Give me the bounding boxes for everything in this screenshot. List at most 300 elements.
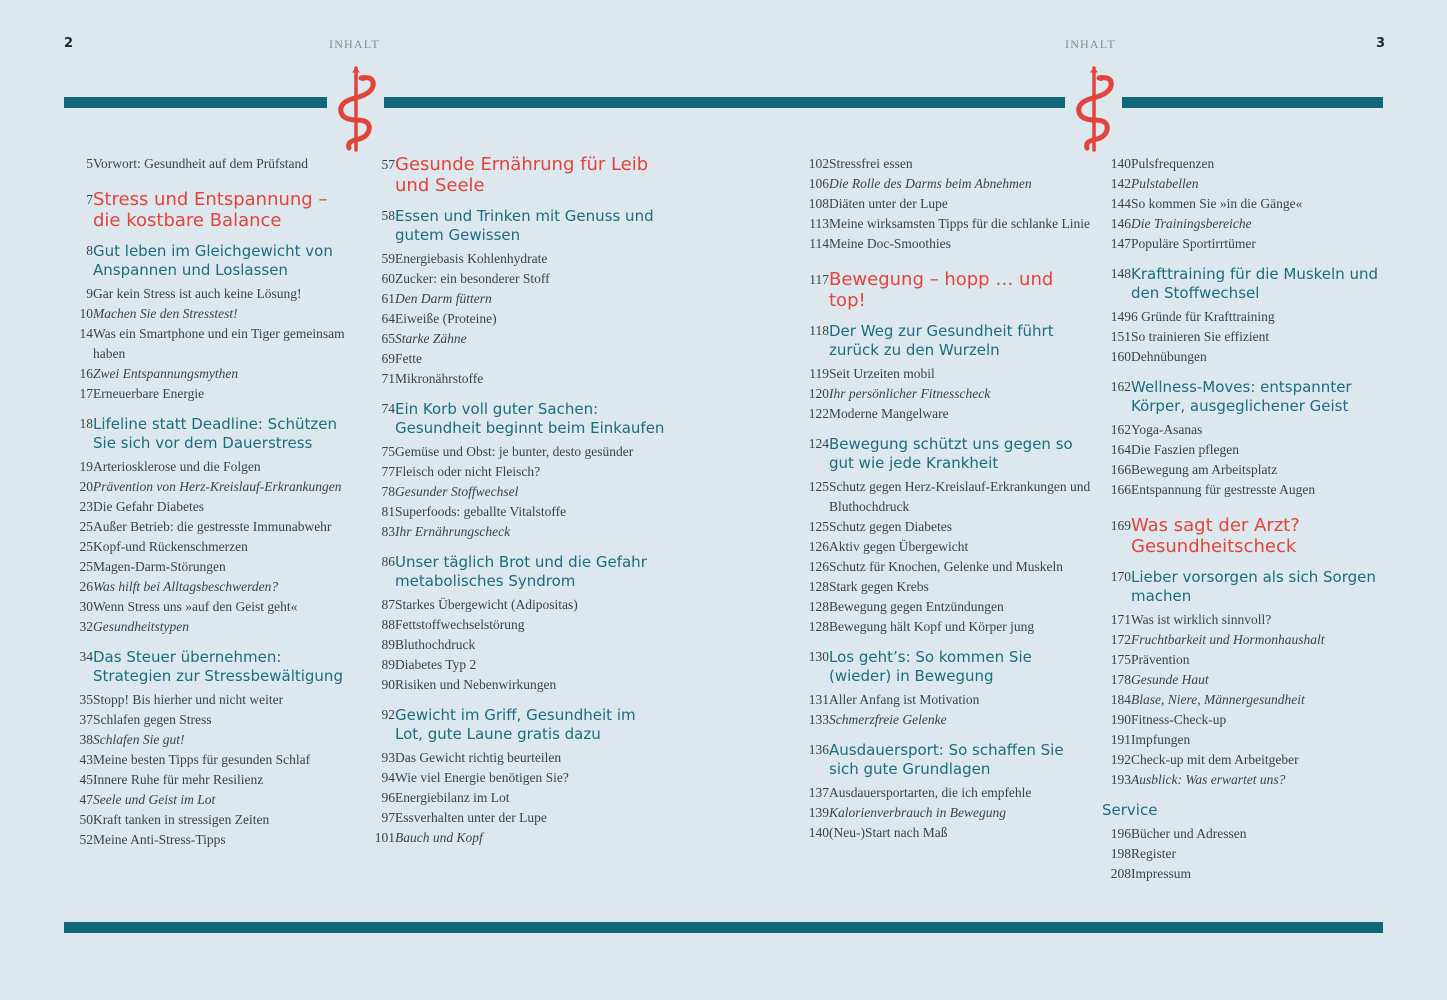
toc-title: Schmerzfreie Gelenke	[829, 712, 947, 727]
toc-page-number: 57	[381, 157, 395, 172]
toc-entry	[1102, 864, 1392, 884]
toc-page-number: 45	[79, 772, 93, 787]
toc-entry	[366, 482, 666, 502]
toc-page-number: 61	[381, 291, 395, 306]
toc-entry	[1102, 710, 1392, 730]
toc-page-number: 8	[86, 243, 93, 258]
toc-title: Zucker: ein besonderer Stoff	[395, 271, 550, 286]
toc-page-number: 60	[381, 271, 395, 286]
toc-entry	[800, 710, 1092, 730]
toc-section	[366, 207, 666, 245]
toc-page-number: 71	[381, 371, 395, 386]
toc-page-number: 170	[1110, 569, 1131, 584]
toc-entry	[1102, 844, 1392, 864]
toc-page-number: 65	[381, 331, 395, 346]
toc-title: Wie viel Energie benötigen Sie?	[395, 770, 569, 785]
toc-title: Prävention	[1131, 652, 1190, 667]
toc-entry	[366, 635, 666, 655]
toc-page-number: 35	[79, 692, 93, 707]
toc-entry	[366, 655, 666, 675]
toc-entry	[64, 597, 360, 617]
toc-page-number: 172	[1110, 632, 1131, 647]
toc-title: Ihr Ernährungscheck	[395, 524, 511, 539]
toc-page-number: 93	[381, 750, 395, 765]
toc-title: Impressum	[1131, 866, 1191, 881]
toc-title: Die Gefahr Diabetes	[93, 499, 204, 514]
toc-chapter	[800, 269, 1092, 311]
toc-page-number: 184	[1110, 692, 1131, 707]
toc-entry	[64, 617, 360, 637]
toc-page-number: 25	[79, 519, 93, 534]
toc-page-number: 166	[1110, 482, 1131, 497]
toc-entry	[64, 497, 360, 517]
top-bar-right	[1122, 97, 1383, 108]
toc-chapter	[366, 154, 666, 196]
toc-entry	[64, 517, 360, 537]
toc-title: Schutz für Knochen, Gelenke und Muskeln	[829, 559, 1063, 574]
toc-entry	[1102, 214, 1392, 234]
toc-entry	[366, 768, 666, 788]
toc-entry	[1102, 194, 1392, 214]
toc-page-number: 74	[381, 401, 395, 416]
toc-title: Gar kein Stress ist auch keine Lösung!	[93, 286, 302, 301]
toc-page-number: 191	[1110, 732, 1131, 747]
toc-title: Erneuerbare Energie	[93, 386, 205, 401]
toc-title: Gesundheitstypen	[93, 619, 189, 634]
toc-page-number: 30	[79, 599, 93, 614]
toc-entry	[800, 617, 1092, 637]
toc-page-number: 190	[1110, 712, 1131, 727]
toc-entry	[1102, 670, 1392, 690]
toc-entry	[800, 783, 1092, 803]
toc-page-number: 25	[79, 559, 93, 574]
toc-title: Gesunde Ernährung für Leib und Seele	[395, 154, 649, 196]
toc-title: Fitness-Check-up	[1131, 712, 1227, 727]
toc-page-number: 164	[1110, 442, 1131, 457]
toc-title: Ausdauersport: So schaffen Sie sich gute Grundlagen	[829, 741, 1064, 778]
toc-page-number: 166	[1110, 462, 1131, 477]
toc-title: Außer Betrieb: die gestresste Immunabwehr	[93, 519, 332, 534]
toc-page-number: 169	[1110, 518, 1131, 533]
toc-page-number: 162	[1110, 379, 1131, 394]
toc-page-number: 81	[381, 504, 395, 519]
toc-section	[800, 322, 1092, 360]
toc-section	[64, 242, 360, 280]
toc-title: Bluthochdruck	[395, 637, 476, 652]
toc-entry	[366, 502, 666, 522]
toc-page-number: 7	[86, 192, 93, 207]
toc-title: Service	[1102, 801, 1158, 819]
toc-entry	[1102, 440, 1392, 460]
toc-entry	[800, 214, 1092, 234]
toc-page-number: 34	[79, 649, 93, 664]
toc-page-number: 192	[1110, 752, 1131, 767]
toc-title: Populäre Sportirrtümer	[1131, 236, 1256, 251]
toc-service-heading	[1102, 801, 1392, 820]
toc-entry	[64, 284, 360, 304]
toc-page-number: 75	[381, 444, 395, 459]
toc-page-number: 119	[809, 366, 829, 381]
toc-page-number: 149	[1110, 309, 1131, 324]
toc-entry	[366, 462, 666, 482]
toc-page-number: 139	[808, 805, 829, 820]
toc-page-number: 117	[809, 272, 829, 287]
toc-page-number: 133	[808, 712, 829, 727]
toc-page-number: 58	[381, 208, 395, 223]
toc-title: Essen und Trinken mit Genuss und gutem Gewissen	[395, 207, 654, 244]
toc-page-number: 137	[808, 785, 829, 800]
toc-section	[1102, 378, 1392, 416]
toc-page-number: 113	[809, 216, 829, 231]
toc-title: Stressfrei essen	[829, 156, 913, 171]
toc-entry	[64, 477, 360, 497]
toc-page-number: 193	[1110, 772, 1131, 787]
toc-page-number: 151	[1110, 329, 1131, 344]
toc-title: Fettstoffwechselstörung	[395, 617, 525, 632]
toc-title: Meine Doc-Smoothies	[829, 236, 951, 251]
toc-title: Check-up mit dem Arbeitgeber	[1131, 752, 1299, 767]
toc-title: Stopp! Bis hierher und nicht weiter	[93, 692, 284, 707]
toc-entry	[366, 748, 666, 768]
toc-entry	[64, 750, 360, 770]
toc-title: Aller Anfang ist Motivation	[829, 692, 980, 707]
toc-page-number: 106	[808, 176, 829, 191]
toc-entry	[800, 823, 1092, 843]
toc-title: Meine wirksamsten Tipps für die schlanke Linie	[829, 216, 1090, 231]
toc-entry	[366, 615, 666, 635]
toc-title: Was sagt der Arzt? Gesundheitscheck	[1131, 515, 1300, 557]
toc-page-number: 37	[79, 712, 93, 727]
toc-entry	[1102, 690, 1392, 710]
toc-page-number: 17	[79, 386, 93, 401]
toc-title: Den Darm füttern	[395, 291, 492, 306]
toc-title: Los geht’s: So kommen Sie (wieder) in Bewegung	[829, 648, 1032, 685]
toc-column-2	[366, 154, 666, 848]
toc-section	[800, 648, 1092, 686]
toc-title: Das Steuer übernehmen: Strategien zur Stressbewältigung	[93, 648, 343, 685]
toc-page-number: 69	[381, 351, 395, 366]
toc-page-number: 43	[79, 752, 93, 767]
toc-entry	[1102, 730, 1392, 750]
toc-entry	[64, 730, 360, 750]
bottom-bar	[64, 922, 1383, 933]
toc-page-number: 89	[381, 637, 395, 652]
toc-title: Die Trainingsbereiche	[1131, 216, 1252, 231]
toc-title: Was hilft bei Alltagsbeschwerden?	[93, 579, 279, 594]
toc-page-number: 128	[808, 619, 829, 634]
toc-entry	[800, 194, 1092, 214]
toc-page-number: 144	[1110, 196, 1131, 211]
toc-page-number: 148	[1110, 266, 1131, 281]
toc-page-number: 120	[808, 386, 829, 401]
toc-title: Superfoods: geballte Vitalstoffe	[395, 504, 567, 519]
toc-title: Das Gewicht richtig beurteilen	[395, 750, 562, 765]
toc-title: Bücher und Adressen	[1131, 826, 1247, 841]
toc-title: Magen-Darm-Störungen	[93, 559, 226, 574]
toc-title: Ihr persönlicher Fitnesscheck	[829, 386, 991, 401]
toc-entry	[64, 790, 360, 810]
toc-title: Gut leben im Gleichgewicht von Anspannen und Loslassen	[93, 242, 333, 279]
toc-page-number: 59	[381, 251, 395, 266]
toc-title: Schutz gegen Diabetes	[829, 519, 952, 534]
toc-title: Eiweiße (Proteine)	[395, 311, 497, 326]
toc-entry	[64, 324, 360, 364]
toc-entry	[64, 364, 360, 384]
toc-page-number: 126	[808, 539, 829, 554]
toc-entry	[64, 384, 360, 404]
toc-title: Fette	[395, 351, 422, 366]
toc-entry	[64, 710, 360, 730]
toc-entry	[64, 770, 360, 790]
toc-title: Impfungen	[1131, 732, 1191, 747]
toc-entry	[800, 690, 1092, 710]
toc-title: Meine Anti-Stress-Tipps	[93, 832, 226, 847]
toc-entry	[1102, 460, 1392, 480]
toc-entry	[366, 369, 666, 389]
toc-title: Bewegung gegen Entzündungen	[829, 599, 1004, 614]
toc-title: Lifeline statt Deadline: Schützen Sie sich vor dem Dauerstress	[93, 415, 337, 452]
toc-entry	[1102, 347, 1392, 367]
toc-page-number: 171	[1110, 612, 1131, 627]
toc-title: Risiken und Nebenwirkungen	[395, 677, 557, 692]
toc-section	[64, 415, 360, 453]
toc-title: Was ist wirklich sinnvoll?	[1131, 612, 1272, 627]
toc-title: Pulstabellen	[1131, 176, 1199, 191]
toc-page-number: 89	[381, 657, 395, 672]
toc-entry	[800, 803, 1092, 823]
toc-title: Starke Zähne	[395, 331, 467, 346]
toc-page-number: 9	[86, 286, 93, 301]
toc-title: Arteriosklerose und die Folgen	[93, 459, 261, 474]
toc-column-1	[64, 154, 360, 850]
toc-page-number: 78	[381, 484, 395, 499]
toc-title: Gesunde Haut	[1131, 672, 1209, 687]
toc-page-number: 146	[1110, 216, 1131, 231]
toc-page-number: 16	[79, 366, 93, 381]
toc-entry	[64, 154, 360, 174]
toc-title: Register	[1131, 846, 1176, 861]
toc-entry	[800, 364, 1092, 384]
toc-title: Energiebilanz im Lot	[395, 790, 510, 805]
toc-page-number: 86	[381, 554, 395, 569]
toc-entry	[366, 442, 666, 462]
toc-page-number: 160	[1110, 349, 1131, 364]
toc-title: Blase, Niere, Männergesundheit	[1131, 692, 1305, 707]
toc-page-number: 162	[1110, 422, 1131, 437]
toc-title: Was ein Smartphone und ein Tiger gemeinsam haben	[93, 326, 345, 361]
toc-page-number: 32	[79, 619, 93, 634]
toc-title: Seele und Geist im Lot	[93, 792, 216, 807]
toc-title: Bewegung schützt uns gegen so gut wie jede Krankheit	[829, 435, 1073, 472]
toc-page-number: 208	[1110, 866, 1131, 881]
toc-title: Vorwort: Gesundheit auf dem Prüfstand	[93, 156, 308, 171]
toc-page-number: 77	[381, 464, 395, 479]
toc-page-number: 114	[809, 236, 829, 251]
toc-entry	[800, 384, 1092, 404]
toc-title: Gemüse und Obst: je bunter, desto gesünder	[395, 444, 634, 459]
toc-page-number: 5	[86, 156, 93, 171]
toc-title: Wellness-Moves: entspannter Körper, ausgeglichener Geist	[1131, 378, 1352, 415]
toc-title: Die Rolle des Darms beim Abnehmen	[829, 176, 1032, 191]
toc-title: Yoga-Asanas	[1131, 422, 1203, 437]
right-running-title: INHALT	[1065, 37, 1116, 51]
toc-entry	[366, 289, 666, 309]
toc-title: Machen Sie den Stresstest!	[93, 306, 238, 321]
toc-entry	[800, 174, 1092, 194]
toc-page-number: 83	[381, 524, 395, 539]
toc-column-3	[800, 154, 1092, 843]
toc-entry	[1102, 824, 1392, 844]
toc-page-number: 97	[381, 810, 395, 825]
toc-entry	[800, 597, 1092, 617]
toc-title: Innere Ruhe für mehr Resilienz	[93, 772, 264, 787]
toc-page-number: 118	[809, 323, 829, 338]
toc-entry	[1102, 420, 1392, 440]
caduceus-icon	[1071, 64, 1117, 152]
toc-entry	[1102, 630, 1392, 650]
toc-page-number: 196	[1110, 826, 1131, 841]
toc-title: Ausblick: Was erwartet uns?	[1131, 772, 1286, 787]
toc-entry	[800, 404, 1092, 424]
toc-chapter	[64, 189, 360, 231]
toc-title: Bewegung am Arbeitsplatz	[1131, 462, 1278, 477]
toc-page-number: 26	[79, 579, 93, 594]
toc-page-number: 50	[79, 812, 93, 827]
toc-entry	[800, 577, 1092, 597]
toc-title: Starkes Übergewicht (Adipositas)	[395, 597, 578, 612]
toc-entry	[1102, 327, 1392, 347]
toc-title: So trainieren Sie effizient	[1131, 329, 1270, 344]
toc-title: Entspannung für gestresste Augen	[1131, 482, 1316, 497]
toc-entry	[64, 810, 360, 830]
toc-page-number: 64	[381, 311, 395, 326]
toc-section	[1102, 568, 1392, 606]
caduceus-icon	[333, 64, 379, 152]
toc-page-number: 130	[808, 649, 829, 664]
toc-title: Schutz gegen Herz-Kreislauf-Erkrankungen und Bluthochdruck	[829, 479, 1091, 514]
toc-entry	[366, 788, 666, 808]
toc-title: Prävention von Herz-Kreislauf-Erkrankungen	[93, 479, 342, 494]
toc-entry	[366, 269, 666, 289]
toc-title: Lieber vorsorgen als sich Sorgen machen	[1131, 568, 1376, 605]
toc-title: Stark gegen Krebs	[829, 579, 929, 594]
toc-entry	[366, 309, 666, 329]
toc-title: Mikronährstoffe	[395, 371, 484, 386]
toc-entry	[1102, 650, 1392, 670]
toc-page-number: 23	[79, 499, 93, 514]
toc-entry	[1102, 154, 1392, 174]
toc-entry	[64, 537, 360, 557]
toc-page-number: 140	[808, 825, 829, 840]
toc-title: Bewegung hält Kopf und Körper jung	[829, 619, 1035, 634]
toc-page-number: 125	[808, 519, 829, 534]
toc-entry	[64, 457, 360, 477]
toc-title: Diäten unter der Lupe	[829, 196, 948, 211]
toc-title: Aktiv gegen Übergewicht	[829, 539, 969, 554]
toc-page-number: 14	[79, 326, 93, 341]
toc-title: Kopf-und Rückenschmerzen	[93, 539, 248, 554]
toc-page-number: 10	[79, 306, 93, 321]
toc-page-number: 140	[1110, 156, 1131, 171]
toc-entry	[366, 349, 666, 369]
toc-page-number: 175	[1110, 652, 1131, 667]
top-bar-middle	[384, 97, 1065, 108]
toc-entry	[1102, 234, 1392, 254]
toc-page-number: 198	[1110, 846, 1131, 861]
toc-title: Seit Urzeiten mobil	[829, 366, 935, 381]
toc-entry	[1102, 750, 1392, 770]
toc-page-number: 20	[79, 479, 93, 494]
toc-section	[800, 741, 1092, 779]
toc-entry	[800, 557, 1092, 577]
toc-entry	[1102, 174, 1392, 194]
toc-title: Moderne Mangelware	[829, 406, 949, 421]
toc-title: 6 Gründe für Krafttraining	[1131, 309, 1275, 324]
top-bar-left	[64, 97, 327, 108]
toc-entry	[1102, 480, 1392, 500]
toc-entry	[366, 595, 666, 615]
toc-page-number: 142	[1110, 176, 1131, 191]
toc-entry	[366, 828, 666, 848]
toc-section	[1102, 265, 1392, 303]
toc-title: Meine besten Tipps für gesunden Schlaf	[93, 752, 311, 767]
toc-title: Dehnübungen	[1131, 349, 1207, 364]
toc-title: Schlafen gegen Stress	[93, 712, 212, 727]
toc-entry	[800, 234, 1092, 254]
toc-page-number: 125	[808, 479, 829, 494]
toc-page-number: 87	[381, 597, 395, 612]
toc-page-number: 38	[79, 732, 93, 747]
toc-title: Zwei Entspannungsmythen	[93, 366, 239, 381]
toc-entry	[64, 690, 360, 710]
toc-title: Fleisch oder nicht Fleisch?	[395, 464, 541, 479]
toc-page-number: 147	[1110, 236, 1131, 251]
toc-title: Bauch und Kopf	[395, 830, 483, 845]
toc-section	[366, 706, 666, 744]
toc-title: Unser täglich Brot und die Gefahr metabolisches Syndrom	[395, 553, 647, 590]
toc-page-number: 94	[381, 770, 395, 785]
toc-entry	[1102, 770, 1392, 790]
toc-title: Pulsfrequenzen	[1131, 156, 1215, 171]
toc-title: (Neu-)Start nach Maß	[829, 825, 948, 840]
toc-page-number: 88	[381, 617, 395, 632]
toc-title: Krafttraining für die Muskeln und den Stoffwechsel	[1131, 265, 1379, 302]
toc-page-number: 25	[79, 539, 93, 554]
toc-title: So kommen Sie »in die Gänge«	[1131, 196, 1303, 211]
toc-page-number: 102	[808, 156, 829, 171]
toc-entry	[800, 517, 1092, 537]
toc-entry	[64, 304, 360, 324]
toc-section	[64, 648, 360, 686]
toc-page-number: 124	[808, 436, 829, 451]
toc-page-number: 128	[808, 579, 829, 594]
toc-page-number: 128	[808, 599, 829, 614]
toc-entry	[1102, 610, 1392, 630]
toc-title: Ausdauersportarten, die ich empfehle	[829, 785, 1032, 800]
toc-title: Kraft tanken in stressigen Zeiten	[93, 812, 270, 827]
toc-page-number: 96	[381, 790, 395, 805]
toc-page-number: 52	[79, 832, 93, 847]
toc-column-4	[1102, 154, 1392, 884]
toc-page-number: 126	[808, 559, 829, 574]
toc-entry	[800, 154, 1092, 174]
toc-title: Stress und Entspannung – die kostbare Balance	[93, 189, 328, 231]
right-page-number: 3	[1376, 36, 1386, 51]
toc-page-number: 19	[79, 459, 93, 474]
toc-title: Die Faszien pflegen	[1131, 442, 1239, 457]
toc-title: Der Weg zur Gesundheit führt zurück zu den Wurzeln	[829, 322, 1054, 359]
toc-page-number: 92	[381, 707, 395, 722]
